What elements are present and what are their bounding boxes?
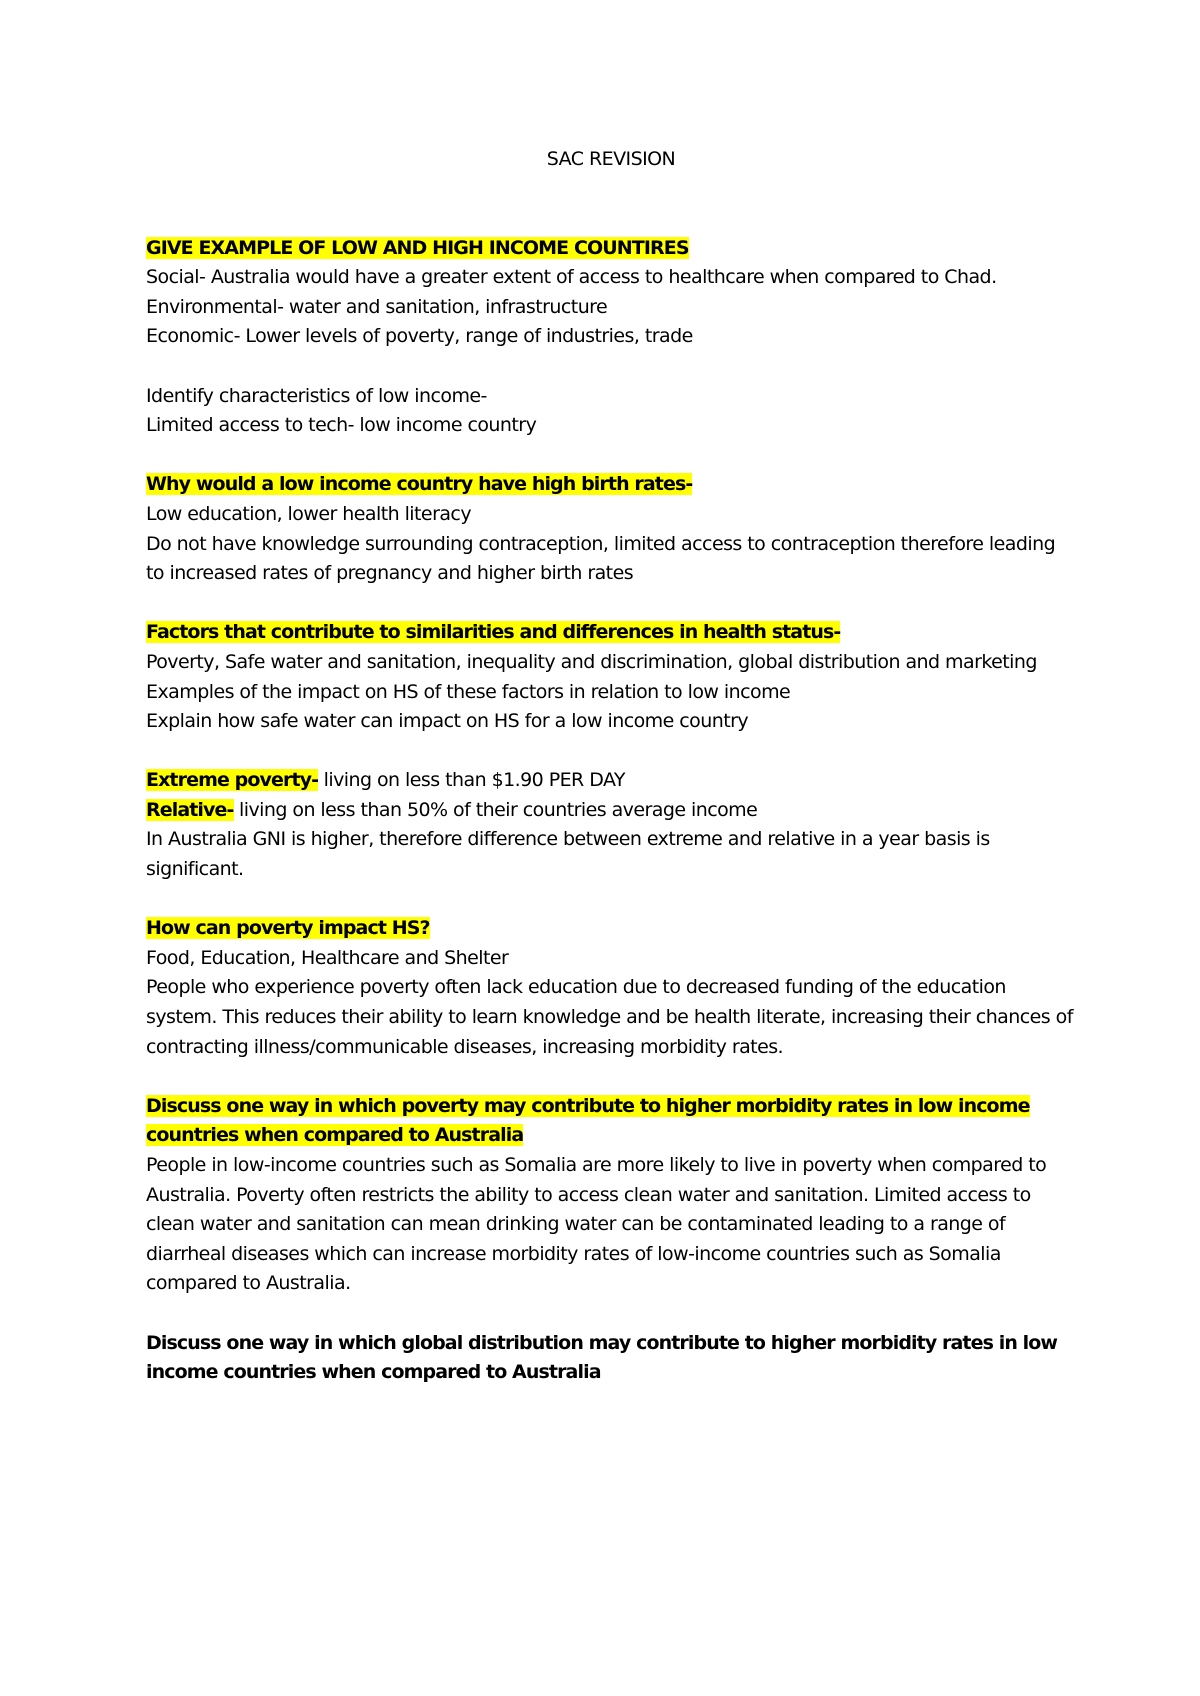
paragraph-line: Examples of the impact on HS of these factors in relation to low income <box>146 680 791 703</box>
paragraph-line: People in low-income countries such as Somalia are more likely to live in poverty when compared to Australia. Poverty often restricts the ability to access clean water and sanitation. Limited access to clean water and sanitation can mean drinking water can be contaminated leading to a range of diarrheal diseases which can increase morbidity rates of low-income countries such as Somalia compared to Australia. <box>146 1154 1047 1295</box>
section-health-status-factors <box>146 618 1076 736</box>
section-heading: Factors that contribute to similarities and differences in health status- <box>146 621 841 644</box>
paragraph-line: Low education, lower health literacy <box>146 502 472 525</box>
paragraph-line: Food, Education, Healthcare and Shelter <box>146 946 509 969</box>
definition-text: living on less than 50% of their countries average income <box>233 798 758 821</box>
definition-term: Extreme poverty- <box>146 769 319 792</box>
section-poverty-morbidity <box>146 1092 1076 1299</box>
paragraph-line: Social- Australia would have a greater extent of access to healthcare when compared to Chad. <box>146 266 997 289</box>
paragraph-line: Limited access to tech- low income country <box>146 414 537 437</box>
definition-relative-poverty <box>146 796 1076 826</box>
section-heading: Discuss one way in which global distribution may contribute to higher morbidity rates in low income countries when compared to Australia <box>146 1331 1058 1384</box>
document-title: SAC REVISION <box>546 148 676 170</box>
definition-text: living on less than $1.90 PER DAY <box>318 769 625 792</box>
section-heading: Discuss one way in which poverty may contribute to higher morbidity rates in low income countries when compared to Australia <box>146 1094 1030 1147</box>
paragraph-line: People who experience poverty often lack education due to decreased funding of the education system. This reduces their ability to learn knowledge and be health literate, increasing their chances of contracting illness/communicable diseases, increasing morbidity rates. <box>146 976 1073 1058</box>
section-poverty-impact <box>146 914 1076 1062</box>
paragraph-line: Economic- Lower levels of poverty, range of industries, trade <box>146 325 693 348</box>
section-poverty-definitions <box>146 766 1076 884</box>
paragraph-line: Environmental- water and sanitation, infrastructure <box>146 295 608 318</box>
section-heading: GIVE EXAMPLE OF LOW AND HIGH INCOME COUNTIRES <box>146 236 689 259</box>
section-birth-rates <box>146 470 1076 588</box>
section-heading: How can poverty impact HS? <box>146 917 430 940</box>
section-global-distribution <box>146 1329 1076 1388</box>
section-income-examples <box>146 234 1076 352</box>
definition-term: Relative- <box>146 798 234 821</box>
section-heading: Why would a low income country have high birth rates- <box>146 473 693 496</box>
section-low-income-characteristics <box>146 382 1076 441</box>
paragraph-line: Identify characteristics of low income- <box>146 384 487 407</box>
paragraph-line: Explain how safe water can impact on HS for a low income country <box>146 710 749 733</box>
definition-extreme-poverty <box>146 766 1076 796</box>
paragraph-line: Poverty, Safe water and sanitation, inequality and discrimination, global distribution and marketing <box>146 650 1037 673</box>
paragraph-line: Do not have knowledge surrounding contraception, limited access to contraception therefore leading to increased rates of pregnancy and higher birth rates <box>146 532 1056 585</box>
paragraph-line: In Australia GNI is higher, therefore difference between extreme and relative in a year basis is significant. <box>146 828 990 881</box>
document-body <box>146 145 1076 1417</box>
